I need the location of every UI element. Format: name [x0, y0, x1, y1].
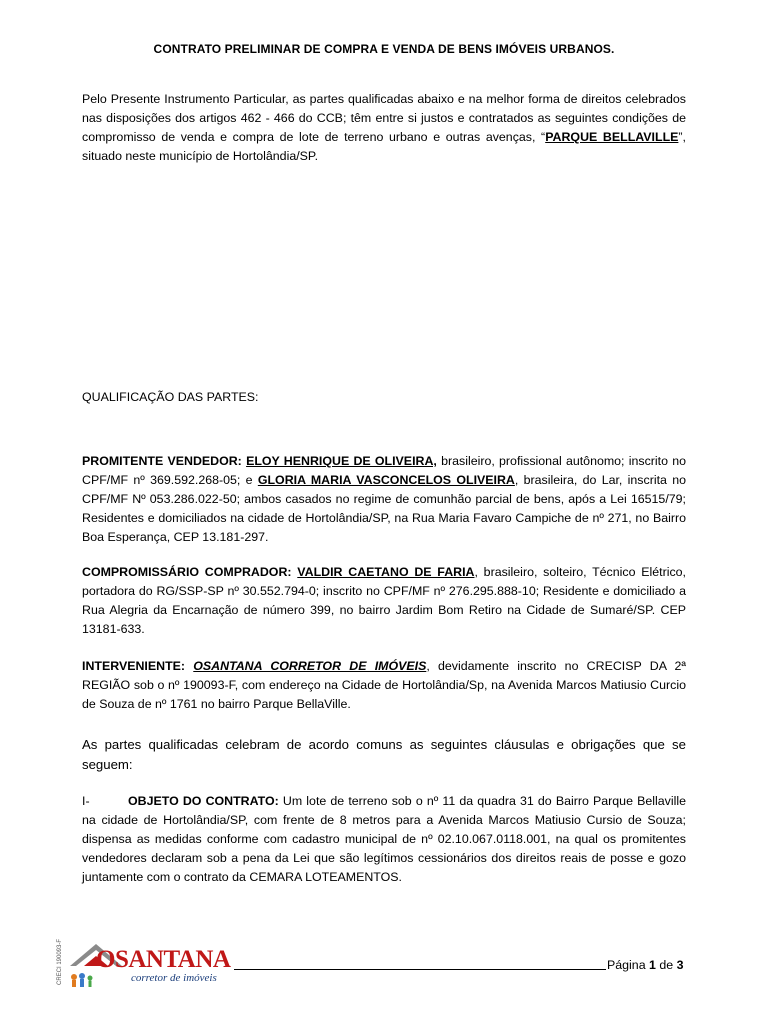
total-pages: 3 [676, 958, 684, 972]
signature-line [234, 969, 606, 970]
clausula-1-label: OBJETO DO CONTRATO: [128, 794, 279, 808]
clausula-1-number: I- [82, 794, 90, 808]
vendedor-name-1: ELOY HENRIQUE DE OLIVEIRA, [246, 454, 437, 468]
interveniente-paragraph: INTERVENIENTE: OSANTANA CORRETOR DE IMÓVEIS, devidamente inscrito no CRECISP DA 2ª REGIÃO sob o nº 190093-F, com endereço na Cidade de Hortolândia/Sp, na Avenida Marcos Matiusio Curcio de Souza de nº 1761 no bairro Parque BellaVille. [82, 659, 687, 711]
comprador-name: VALDIR CAETANO DE FARIA [297, 565, 475, 579]
qualificacao-heading: QUALIFICAÇÃO DAS PARTES: [82, 390, 259, 404]
clausula-1: I- OBJETO DO CONTRATO: Um lote de terreno sob o nº 11 da quadra 31 do Bairro Parque Bellaville na cidade de Hortolândia/SP, com frente de 8 metros para a Avenida Marcos Matiusio Cursio de Souza; dispensa as medidas conforme com cadastro municipal de nº 02.10.067.0118.001, na qual os promitentes vendedores declaram sob a pena da Lei que são legítimos cessionários dos direitos reais de posse e gozo juntamente com o contrato da CEMARA LOTEAMENTOS. [82, 794, 686, 884]
development-name: PARQUE BELLAVILLE [545, 130, 679, 144]
logo-brand-name: OSANTANA [96, 946, 231, 973]
logo-tagline: corretor de imóveis [131, 972, 217, 984]
clausulas-intro: As partes qualificadas celebram de acordo comuns as seguintes cláusulas e obrigações que se seguem: [82, 737, 686, 772]
comprador-label: COMPROMISSÁRIO COMPRADOR: [82, 565, 298, 579]
document-title: CONTRATO PRELIMINAR DE COMPRA E VENDA DE BENS IMÓVEIS URBANOS. [153, 42, 615, 56]
comprador-paragraph: COMPROMISSÁRIO COMPRADOR: VALDIR CAETANO DE FARIA, brasileiro, solteiro, Técnico Elétrico, portadora do RG/SSP-SP nº 30.552.794-0; inscrito no CPF/MF nº 276.295.888-10; Residente e domiciliado a Rua Alegria da Encarnação de número 399, no bairro Jardim Bom Retiro na Cidade de Sumaré/SP. CEP 13181-633. [82, 565, 686, 636]
page-number: Página 1 de 3 [607, 958, 684, 972]
vendedor-name-2: GLORIA MARIA VASCONCELOS OLIVEIRA [257, 473, 515, 487]
vendedor-label: PROMITENTE VENDEDOR: [82, 454, 247, 468]
logo-creci-text: CRECI 190093-F [57, 938, 63, 985]
current-page: 1 [649, 958, 656, 972]
interveniente-name: OSANTANA CORRETOR DE IMÓVEIS [193, 659, 427, 673]
intro-paragraph: Pelo Presente Instrumento Particular, as partes qualificadas abaixo e na melhor forma de direitos celebrados nas disposições dos artigos 462 - 466 do CCB; têm entre si justos e contratados as seguintes condições de compromisso de venda e compra de lote de terreno urbano e outras avenças, “PARQUE BELLAVILLE”, situado neste município de Hortolândia/SP. [82, 92, 686, 163]
vendedor-paragraph: PROMITENTE VENDEDOR: ELOY HENRIQUE DE OLIVEIRA, brasileiro, profissional autônomo; inscrito no CPF/MF nº 369.592.268-05; e GLORIA MARIA VASCONCELOS OLIVEIRA, brasileira, do Lar, inscrita no CPF/MF Nº 053.286.022-50; ambos casados no regime de comunhão parcial de bens, após a Lei 16515/79; Residentes e domiciliados na cidade de Hortolândia/SP, na Rua Maria Favaro Campiche de nº 271, no Bairro Boa Esperança, CEP 13.181-297. [82, 454, 687, 544]
interveniente-label: INTERVENIENTE: [82, 659, 194, 673]
